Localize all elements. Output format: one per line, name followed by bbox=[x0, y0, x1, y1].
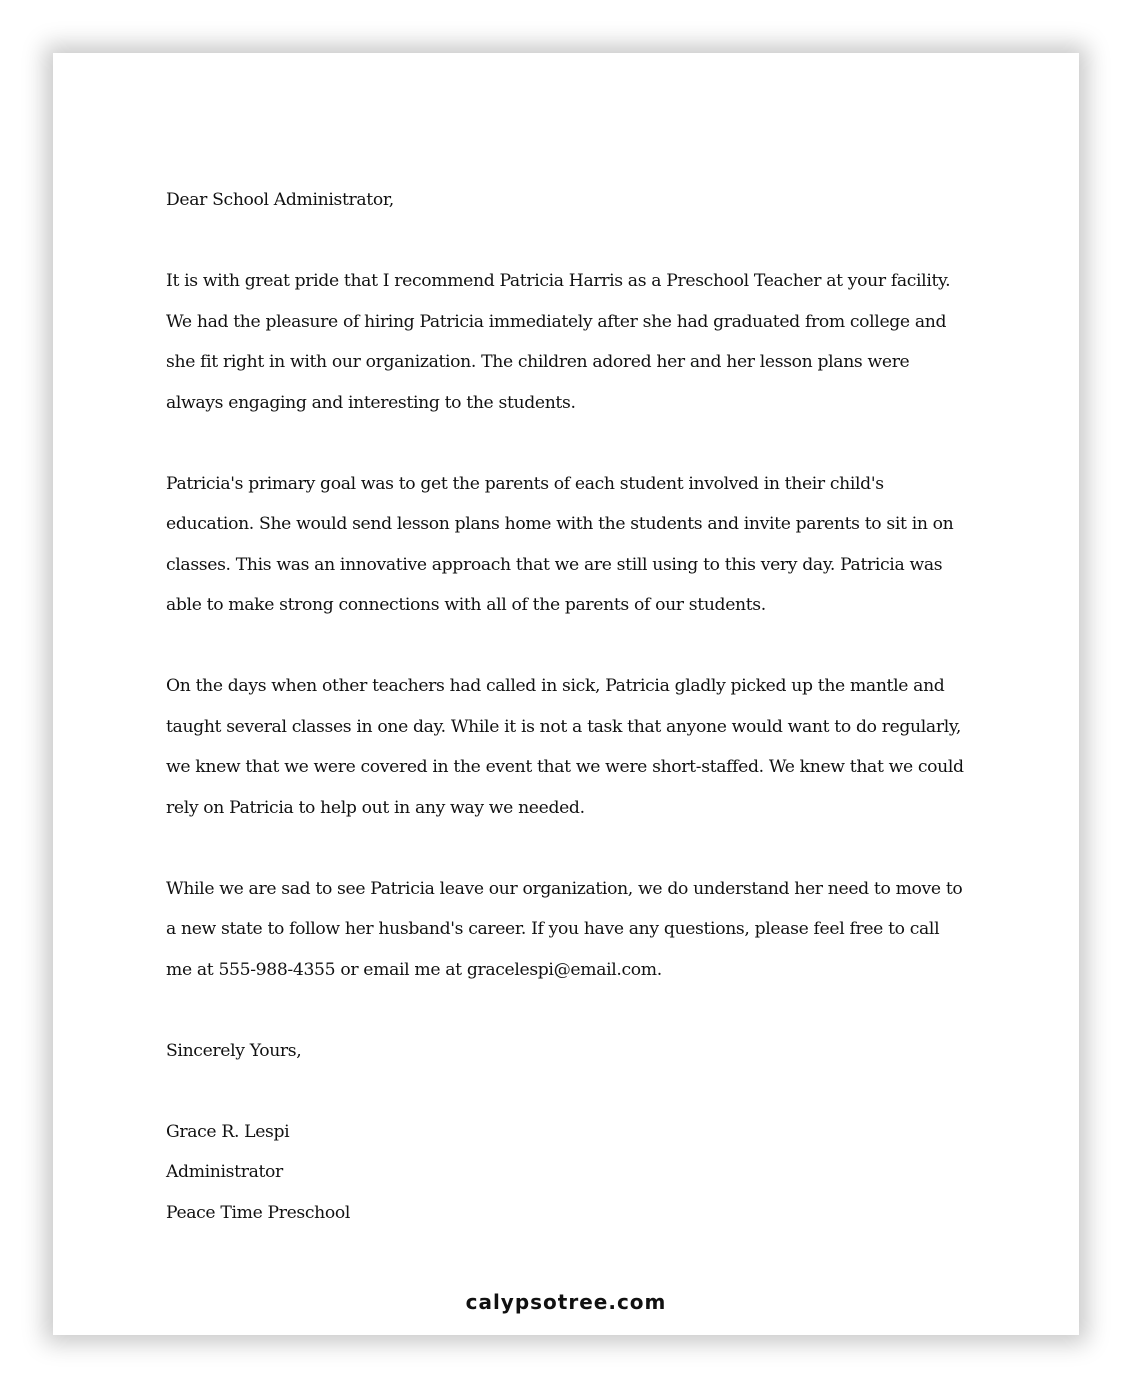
paragraph-3: On the days when other teachers had called in sick, Patricia gladly picked up the mantle and taught several classes in one day. While it is not a task that anyone would want to do regularly, we knew that we were covered in the event that we were short-staffed. We knew that we could rely on Patricia to help out in any way we needed. bbox=[166, 676, 964, 818]
salutation: Dear School Administrator, bbox=[166, 190, 394, 210]
letter-body bbox=[166, 180, 966, 1233]
paragraph-1: It is with great pride that I recommend Patricia Harris as a Preschool Teacher at your facility. We had the pleasure of hiring Patricia immediately after she had graduated from college and she fit right in with our organization. The children adored her and her lesson plans were always engaging and interesting to the students. bbox=[166, 271, 951, 413]
closing: Sincerely Yours, bbox=[166, 1040, 302, 1061]
watermark: calypsotree.com bbox=[465, 1290, 667, 1314]
paragraph-4: While we are sad to see Patricia leave our organization, we do understand her need to move to a new state to follow her husband's career. If you have any questions, please feel free to call me at 555-988-4355 or email me at gracelespi@email.com. bbox=[166, 878, 963, 980]
signature-block bbox=[166, 1112, 966, 1234]
letter-sheet bbox=[53, 53, 1079, 1335]
signer-title: Administrator bbox=[166, 1162, 283, 1182]
paragraph-2: Patricia's primary goal was to get the parents of each student involved in their child's education. She would send lesson plans home with the students and invite parents to sit in on classes. This was an innovative approach that we are still using to this very day. Patricia was able to make strong connections with all of the parents of our students. bbox=[166, 473, 954, 615]
signer-name: Grace R. Lespi bbox=[166, 1121, 290, 1142]
signer-organization: Peace Time Preschool bbox=[166, 1202, 351, 1223]
